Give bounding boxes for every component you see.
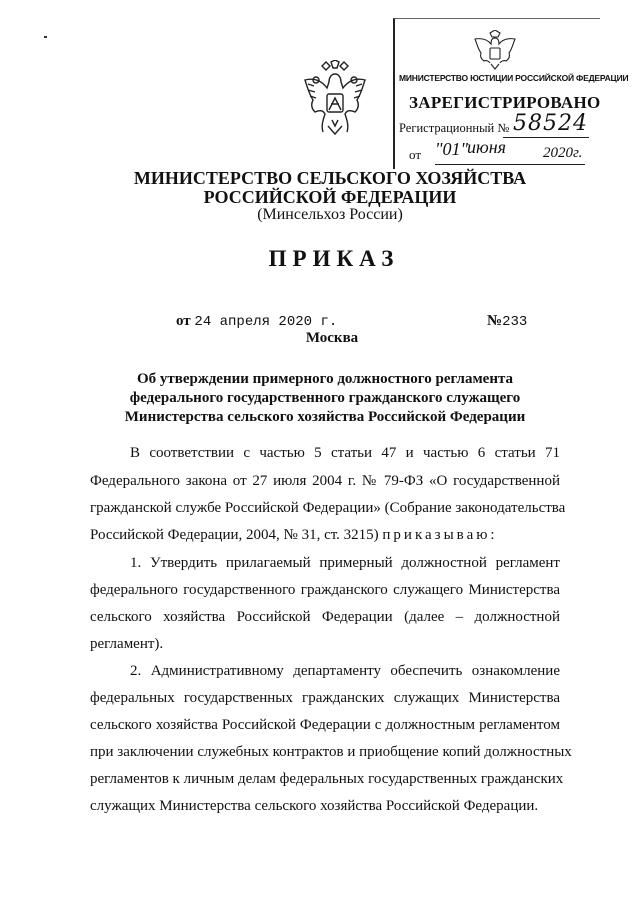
order-subject [90,370,560,427]
body-line: сельского хозяйства Российской Федерации с должностным регламентом [90,717,560,733]
stamp-registered-label: ЗАРЕГИСТРИРОВАНО [409,93,601,112]
body-line: федеральных государственных гражданских служащих Министерства [90,690,560,706]
subject-line: федерального государственного гражданского служащего [129,390,521,406]
ministry-short-name: (Минсельхоз России) [257,206,403,223]
body-line-last: служащих Министерства сельского хозяйства Российской Федерации. [90,798,539,814]
order-city: Москва [305,330,359,346]
body-line: Федерального закона от 27 июля 2004 г. № 79-ФЗ «О государственной [90,473,560,489]
body-line: регламентов к личным делам федеральных государственных гражданских [90,771,564,787]
body-line-last: регламент). [90,636,164,652]
body-line-last [90,527,560,544]
order-number-label: № [487,313,503,329]
stamp-day-handwritten: "01" [435,139,469,159]
body-line: федерального государственного гражданского служащего Министерства [90,582,560,598]
order-word: приказываю: [382,527,498,543]
stamp-month-handwritten: июня [467,137,506,157]
stamp-ministry-name: МИНИСТЕРСТВО ЮСТИЦИИ РОССИЙСКОЙ ФЕДЕРАЦИИ [399,73,629,83]
body-line: сельского хозяйства Российской Федерации (далее – должностной [90,609,560,625]
subject-line: Об утверждении примерного должностного регламента [136,371,514,387]
body-line: при заключении служебных контрактов и приобщение копий должностных [90,744,572,760]
body-line: 2. Административному департаменту обеспечить ознакомление [130,663,560,679]
ministry-name-line1: МИНИСТЕРСТВО СЕЛЬСКОГО ХОЗЯЙСТВА [133,168,527,188]
scan-speck [44,36,47,38]
body-line: 1. Утвердить прилагаемый примерный должностной регламент [130,555,560,571]
body-line: В соответствии с частью 5 статьи 47 и частью 6 статьи 71 [130,445,560,461]
stamp-from-label: от [409,147,422,162]
order-date-line [176,313,337,330]
order-number: 233 [502,314,528,330]
stamp-year: 2020г. [543,145,583,161]
body-text: Российской Федерации, 2004, № 31, ст. 3215) [90,527,379,543]
body-line: гражданской службе Российской Федерации» (Собрание законодательства [90,500,566,516]
coat-of-arms-icon [302,60,368,138]
stamp-coat-of-arms-icon [472,30,518,70]
order-date: 24 апреля 2020 г. [194,314,338,330]
stamp-regnum-label: Регистрационный № [399,121,510,135]
order-number-line [487,313,527,330]
stamp-underline [503,137,589,138]
order-from-label: от [176,313,191,329]
document-type-title: ПРИКАЗ [268,246,400,271]
stamp-regnum-handwritten: 58524 [513,111,588,136]
stamp-date-underline [435,164,585,165]
subject-line: Министерства сельского хозяйства Российской Федерации [124,409,526,425]
ministry-name-line2: РОССИЙСКОЙ ФЕДЕРАЦИИ [203,187,457,207]
